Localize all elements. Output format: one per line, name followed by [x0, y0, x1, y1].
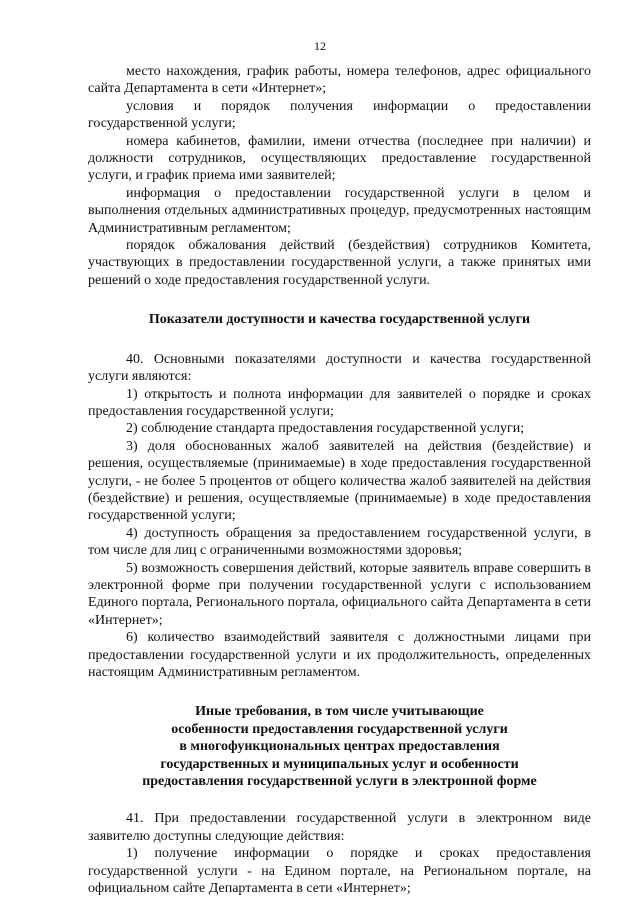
paragraph: 1) открытость и полнота информации для заявителей о порядке и сроках предоставления государственной услуги; — [88, 386, 591, 419]
heading-line: предоставления государственной услуги в электронной форме — [142, 774, 537, 790]
paragraph: 6) количество взаимодействий заявителя с должностными лицами при предоставлении государственной услуги и их продолжительность, определенных настоящим Административным регламентом. — [88, 630, 591, 680]
paragraph: 40. Основными показателями доступности и качества государственной услуги являются: — [88, 351, 591, 385]
paragraph: 3) доля обоснованных жалоб заявителей на действия (бездействие) и решения, осуществляемые (принимаемые) в ходе предоставления государственной услуги, - не более 5 процентов от общего количества жалоб заявителей на действия (бездействие) и решения, осуществляемые (принимаемые) в ходе предоставления государственной услуги; — [88, 438, 591, 524]
heading-line: в многофункциональных центрах предоставления — [179, 739, 500, 755]
paragraph: 41. При предоставлении государственной услуги в электронном виде заявителю доступны следующие действия: — [88, 811, 591, 844]
paragraph: 4) доступность обращения за предоставлением государственной услуги, в том числе для лиц с ограниченными возможностями здоровья; — [88, 525, 591, 559]
document-body — [88, 63, 591, 897]
paragraph: порядок обжалования действий (бездействия) сотрудников Комитета, участвующих в предоставлении государственной услуги, а также принятых ими решений о ходе предоставления государственной услуги. — [88, 238, 591, 288]
section-heading-other-requirements — [88, 703, 591, 790]
paragraph: информация о предоставлении государственной услуги в целом и выполнения отдельных административных процедур, предусмотренных настоящим Административным регламентом; — [88, 185, 591, 236]
paragraph: 2) соблюдение стандарта предоставления государственной услуги; — [126, 421, 525, 437]
paragraph: номера кабинетов, фамилии, имени отчества (последнее при наличии) и должности сотрудников, осуществляющих предоставление государственной услуги, и график приема ими заявителей; — [88, 133, 591, 184]
paragraph: 5) возможность совершения действий, которые заявитель вправе совершить в электронной форме при получении государственной услуги с использованием Единого портала, Регионального портала, официального сайта Департамента в сети «Интернет»; — [88, 560, 591, 628]
heading-line: Иные требования, в том числе учитывающие — [195, 704, 484, 720]
section-heading-accessibility: Показатели доступности и качества государственной услуги — [148, 312, 531, 328]
paragraph: место нахождения, график работы, номера телефонов, адрес официального сайта Департамента в сети «Интернет»; — [88, 64, 591, 97]
paragraph: 1) получение информации о порядке и сроках предоставления государственной услуги - на Едином портале, на Региональном портале, на официальном сайте Департамента в сети «Интернет»; — [88, 846, 591, 897]
page-number: 12 — [314, 39, 326, 53]
heading-line: особенности предоставления государственной услуги — [171, 721, 508, 737]
heading-line: государственных и муниципальных услуг и особенности — [160, 756, 519, 772]
paragraph: условия и порядок получения информации о предоставлении государственной услуги; — [88, 98, 591, 132]
